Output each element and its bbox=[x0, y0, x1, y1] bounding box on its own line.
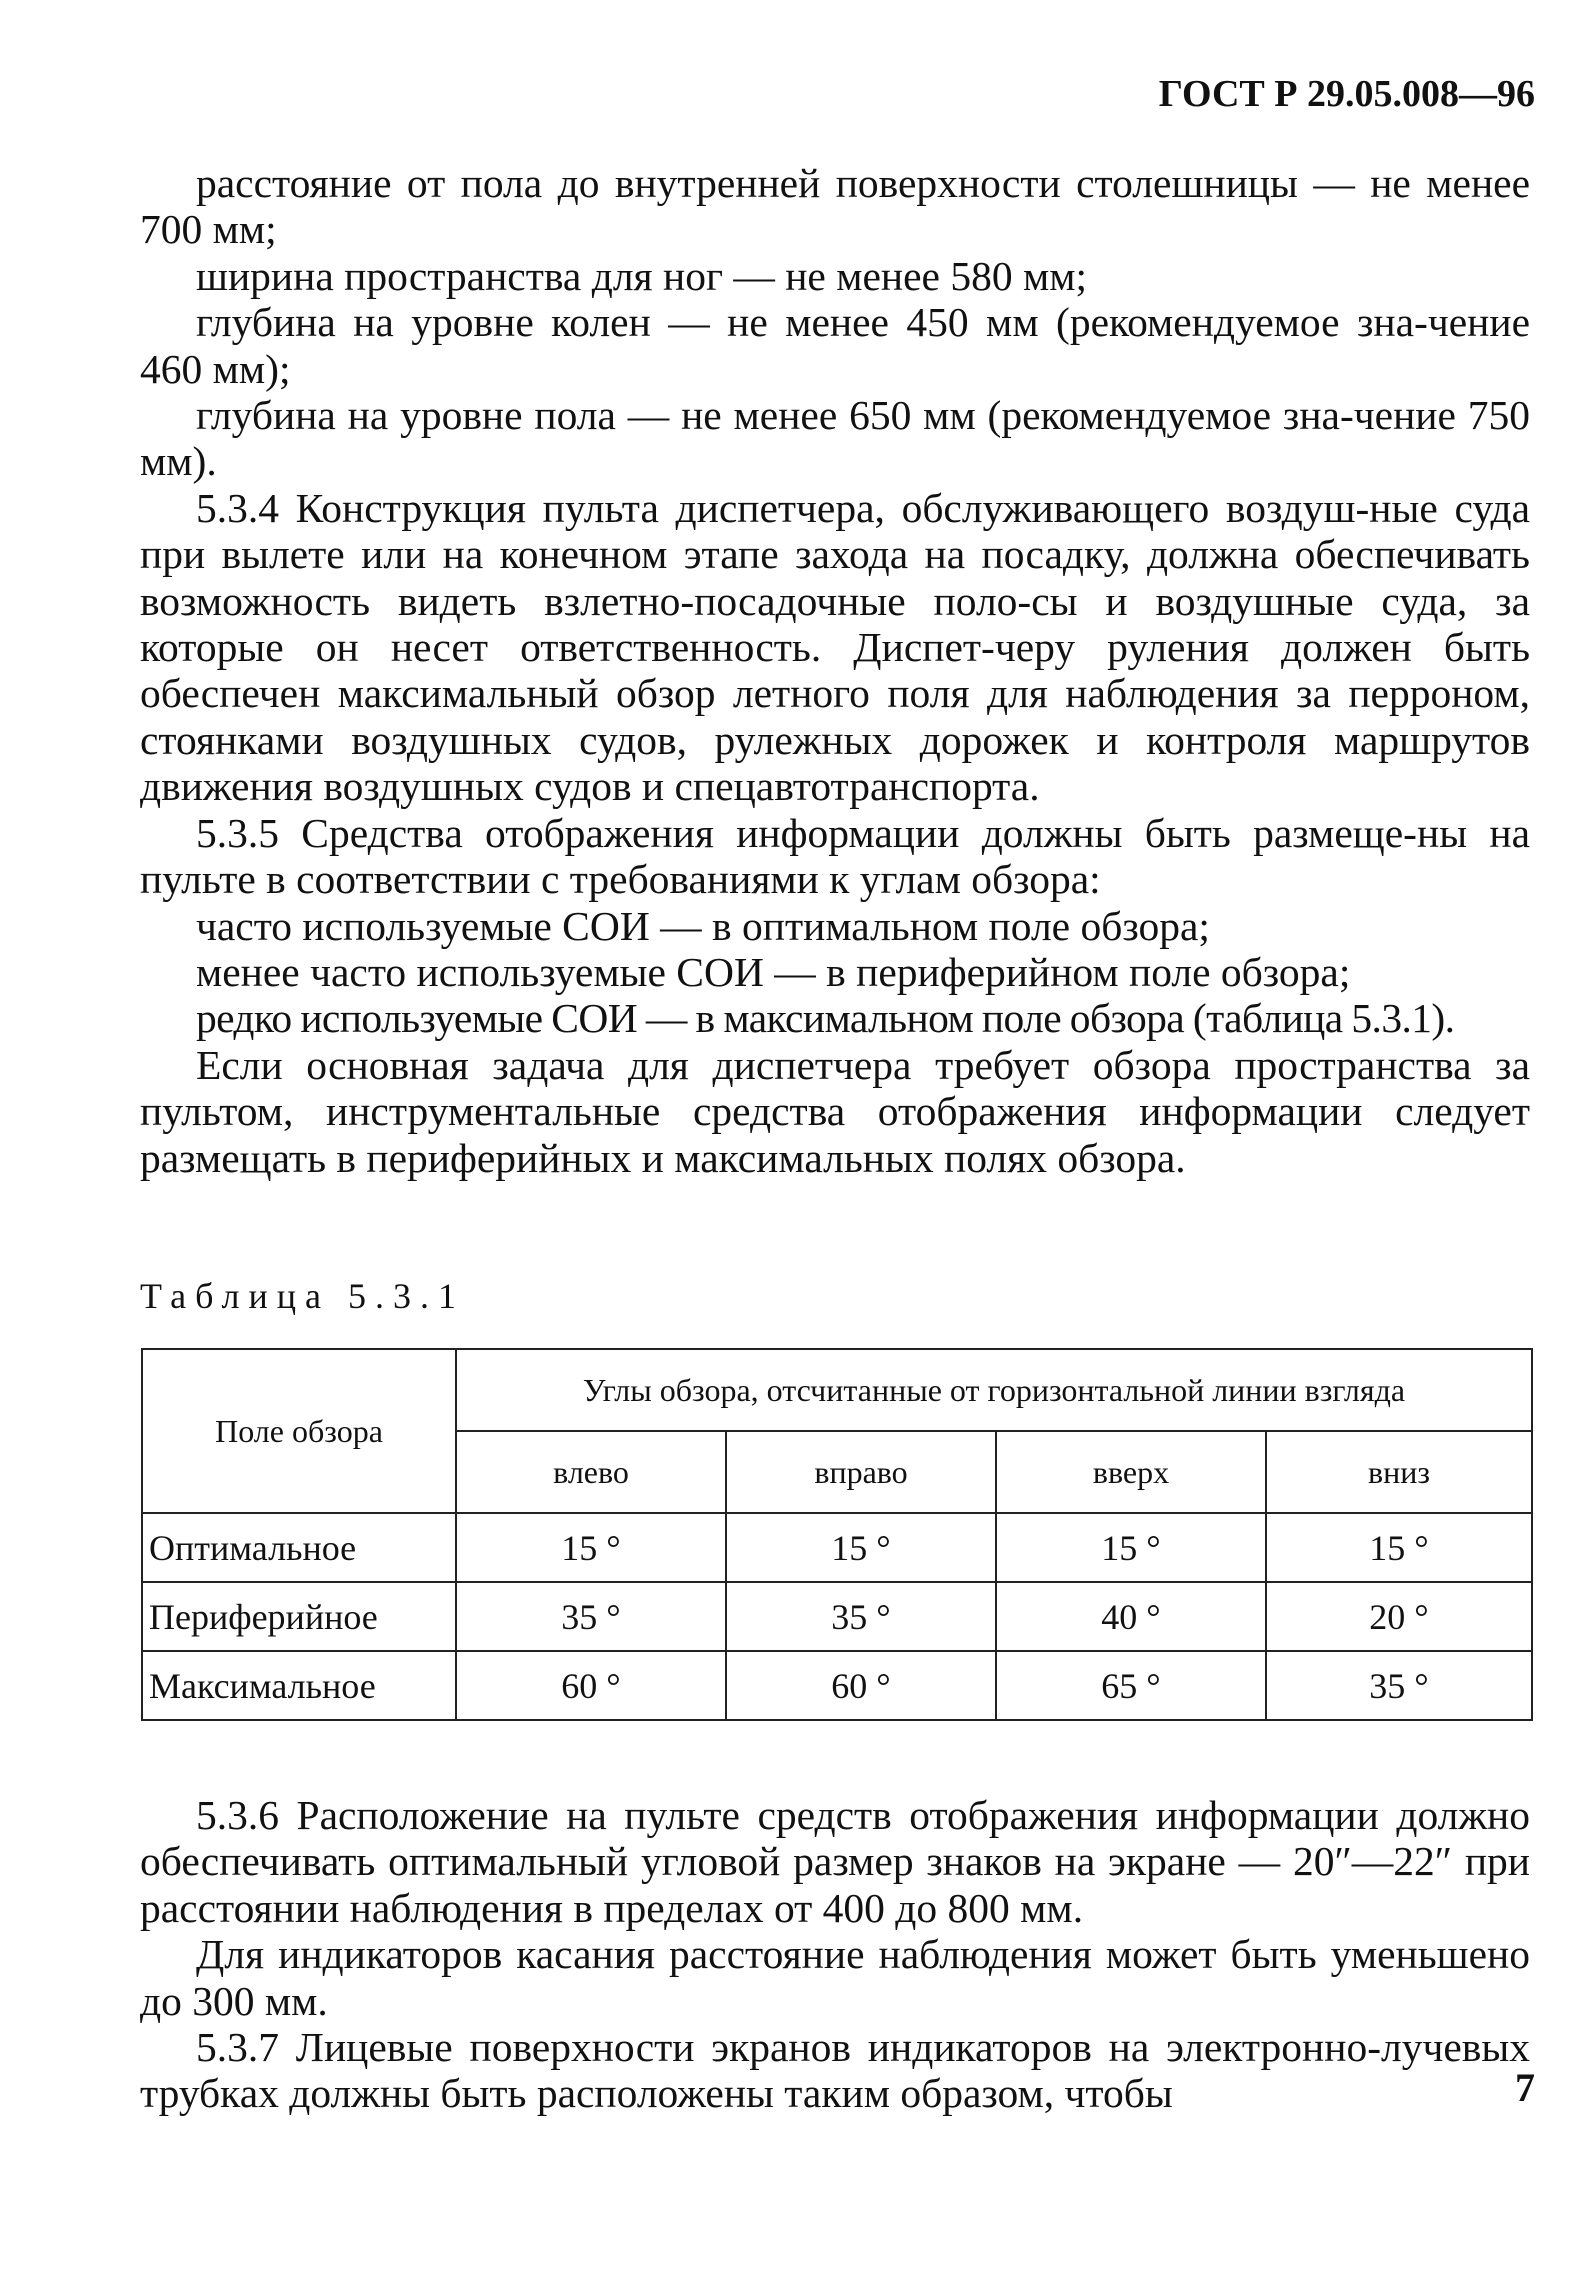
table-row bbox=[142, 1651, 1532, 1720]
table-cell: 15 ° bbox=[726, 1513, 996, 1582]
list-item: часто используемые СОИ — в оптимальном поле обзора; bbox=[196, 902, 1210, 949]
table-cell: 60 ° bbox=[726, 1651, 996, 1720]
row-label: Оптимальное bbox=[142, 1513, 456, 1582]
viewing-angles-table bbox=[141, 1348, 1533, 1721]
table-subheader: влево bbox=[456, 1431, 726, 1513]
table-header-group: Углы обзора, отсчитанные от горизонтальной линии взгляда bbox=[456, 1349, 1532, 1431]
paragraph: 5.3.4 Конструкция пульта диспетчера, обслуживающего воздуш-ные суда при вылете или на конечном этапе захода на посадку, должна обеспечивать возможность видеть взлетно-посадочные поло-сы и воздушные суда, за которые он несет ответственность. Диспет-черу руления должен быть обеспечен максимальный обзор летного поля для наблюдения за перроном, стоянками воздушных судов, рулежных дорожек и контроля маршрутов движения воздушных судов и спецавтотранспорта. bbox=[140, 484, 1530, 810]
paragraph: глубина на уровне колен — не менее 450 мм (рекомендуемое зна-чение 460 мм); bbox=[140, 299, 1530, 392]
table-subheader: вниз bbox=[1266, 1431, 1532, 1513]
paragraph: ширина пространства для ног — не менее 580 мм; bbox=[196, 252, 1088, 299]
table-cell: 65 ° bbox=[996, 1651, 1266, 1720]
table-cell: 35 ° bbox=[456, 1582, 726, 1651]
table-cell: 35 ° bbox=[1266, 1651, 1532, 1720]
table-cell: 20 ° bbox=[1266, 1582, 1532, 1651]
table-subheader: вверх bbox=[996, 1431, 1266, 1513]
paragraph: 5.3.5 Средства отображения информации должны быть размеще-ны на пульте в соответствии с требованиями к углам обзора: bbox=[140, 809, 1530, 903]
row-label: Периферийное bbox=[142, 1582, 456, 1651]
table-row bbox=[142, 1582, 1532, 1651]
paragraph: расстояние от пола до внутренней поверхности столешницы — не менее 700 мм; bbox=[140, 160, 1530, 253]
table-cell: 15 ° bbox=[1266, 1513, 1532, 1582]
document-header: ГОСТ Р 29.05.008—96 bbox=[1158, 73, 1535, 115]
text-block-top bbox=[140, 160, 1530, 1181]
table-header-field: Поле обзора bbox=[142, 1349, 456, 1513]
table-subheader: вправо bbox=[726, 1431, 996, 1513]
paragraph: 5.3.6 Расположение на пульте средств отображения информации должно обеспечивать оптимальный угловой размер знаков на экране — 20″—22″ при расстоянии наблюдения в пределах от 400 до 800 мм. bbox=[140, 1792, 1530, 1931]
table-cell: 60 ° bbox=[456, 1651, 726, 1720]
paragraph: 5.3.7 Лицевые поверхности экранов индикаторов на электронно-лучевых трубках должны быть расположены таким образом, чтобы bbox=[140, 2024, 1530, 2117]
table-cell: 35 ° bbox=[726, 1582, 996, 1651]
list-item: менее часто используемые СОИ — в периферийном поле обзора; bbox=[196, 948, 1351, 995]
page-number: 7 bbox=[1515, 2065, 1535, 2110]
table-row bbox=[142, 1513, 1532, 1582]
text-block-bottom bbox=[140, 1792, 1530, 2117]
row-label: Максимальное bbox=[142, 1651, 456, 1720]
paragraph: Для индикаторов касания расстояние наблюдения может быть уменьшено до 300 мм. bbox=[140, 1931, 1530, 2024]
table-cell: 40 ° bbox=[996, 1582, 1266, 1651]
table-cell: 15 ° bbox=[996, 1513, 1266, 1582]
table-caption: Таблица 5.3.1 bbox=[140, 1276, 465, 1316]
list-item: редко используемые СОИ — в максимальном поле обзора (таблица 5.3.1). bbox=[196, 995, 1455, 1042]
paragraph: глубина на уровне пола — не менее 650 мм (рекомендуемое зна-чение 750 мм). bbox=[140, 392, 1530, 485]
table-cell: 15 ° bbox=[456, 1513, 726, 1582]
paragraph: Если основная задача для диспетчера требует обзора пространства за пультом, инструментальные средства отображения информации следует размещать в периферийных и максимальных полях обзора. bbox=[140, 1041, 1530, 1181]
